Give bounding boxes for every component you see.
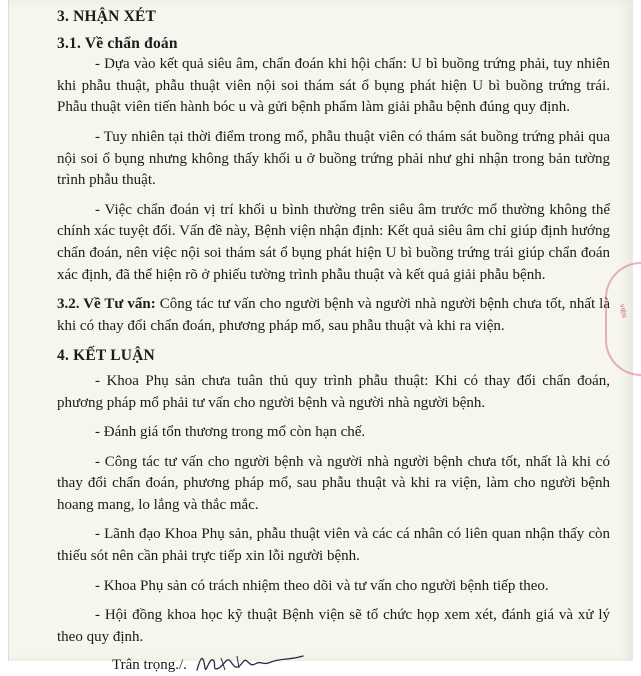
section-3-2-heading: 3.2. Về Tư vấn: bbox=[57, 296, 156, 313]
stamp-text: VIỆN bbox=[617, 303, 627, 319]
section-3-heading: 3. NHẬN XÉT bbox=[57, 8, 157, 25]
section-3-1-heading: 3.1. Về chẩn đoán bbox=[57, 34, 178, 52]
conclusion-item-6: - Hội đồng khoa học kỹ thuật Bệnh viện sẽ tổ chức họp xem xét, đánh giá và xử lý theo quy định. bbox=[57, 607, 610, 645]
section-3-2 bbox=[57, 294, 610, 337]
conclusion-item-2: - Đánh giá tổn thương trong mổ còn hạn chế. bbox=[95, 424, 366, 441]
paragraph-3-1-a: - Dựa vào kết quả siêu âm, chẩn đoán khi hội chẩn: U bì buồng trứng phải, tuy nhiên khi phẫu thuật, phẫu thuật viên nội soi thám sát ổ bụng phát hiện U bì buồng trứng trái. Phẫu thuật viên tiến hành bóc u và gửi bệnh phẩm làm giải phẫu bệnh đúng quy định. bbox=[57, 56, 610, 116]
document-page bbox=[8, 0, 633, 673]
paragraph-3-1-c: - Việc chẩn đoán vị trí khối u bình thường trên siêu âm trước mổ thường không thể chính xác tuyệt đối. Vấn đề này, Bệnh viện nhận định: Kết quả siêu âm chỉ giúp định hướng chẩn đoán, nên việc nội soi thám sát ổ bụng phát hiện U bì buồng trứng trái giúp chẩn đoán xác định, đã thể hiện rõ ở phiếu tường trình phẫu thuật và kết quả giải phẫu bệnh. bbox=[57, 201, 610, 283]
conclusion-item-3: - Công tác tư vấn cho người bệnh và người nhà người bệnh chưa tốt, nhất là khi có thay đổi chẩn đoán, phương pháp mổ, sau phẫu thuật và khi ra viện, làm cho người bệnh hoang mang, lo lắng và thắc mắc. bbox=[57, 453, 610, 513]
section-4-heading: 4. KẾT LUẬN bbox=[57, 347, 155, 365]
closing-text: Trân trọng./. bbox=[112, 656, 187, 673]
official-stamp-edge bbox=[605, 262, 641, 376]
document-body bbox=[57, 6, 610, 676]
conclusion-item-1: - Khoa Phụ sản chưa tuân thủ quy trình phẫu thuật: Khi có thay đổi chẩn đoán, phương pháp mổ phải tư vấn cho người bệnh và người nhà người bệnh. bbox=[57, 372, 610, 411]
conclusion-item-5: - Khoa Phụ sản có trách nhiệm theo dõi và tư vấn cho người bệnh tiếp theo. bbox=[95, 577, 549, 594]
conclusion-item-4: - Lãnh đạo Khoa Phụ sản, phẫu thuật viên và các cá nhân có liên quan nhận thấy còn thiếu sót nên cần phải trực tiếp xin lỗi người bệnh. bbox=[57, 526, 610, 565]
signature-mark bbox=[191, 650, 311, 676]
closing-line bbox=[112, 654, 610, 676]
section-3-2-text: Công tác tư vấn cho người bệnh và người nhà người bệnh chưa tốt, nhất là khi có thay đổi chẩn đoán, phương pháp mổ, sau phẫu thuật và khi ra viện. bbox=[57, 296, 610, 334]
paragraph-3-1-b: - Tuy nhiên tại thời điểm trong mổ, phẫu thuật viên có thám sát buồng trứng phải qua nội soi ổ bụng nhưng không thấy khối u ở buồng trứng phải như ghi nhận trong bản tường trình phẫu thuật. bbox=[57, 128, 610, 189]
